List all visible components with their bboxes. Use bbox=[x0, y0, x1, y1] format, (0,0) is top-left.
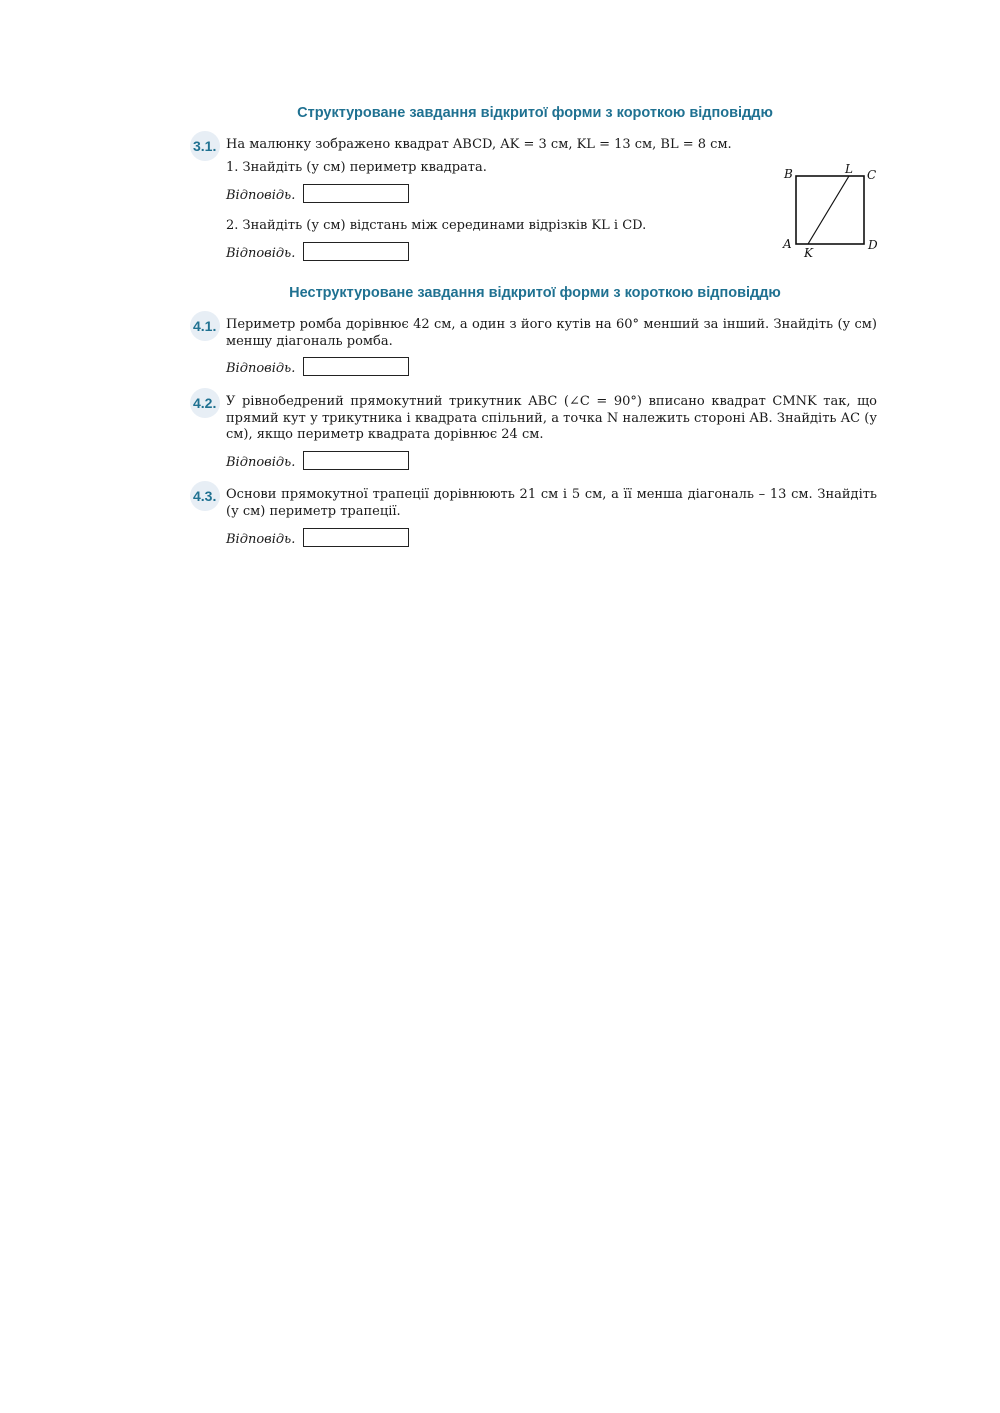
label-k: K bbox=[804, 246, 813, 260]
task-number-badge bbox=[190, 487, 220, 513]
label-l: L bbox=[845, 162, 853, 176]
question-1: 1. Знайдіть (у см) периметр квадрата. bbox=[226, 160, 487, 175]
label-b: B bbox=[784, 167, 793, 181]
answer-label: Відповідь. bbox=[226, 246, 296, 261]
answer-input-4-3[interactable] bbox=[303, 528, 409, 547]
task-4-2 bbox=[190, 394, 880, 474]
square-outline bbox=[796, 176, 864, 244]
label-c: C bbox=[867, 168, 877, 182]
task-number: 3.1. bbox=[193, 138, 217, 154]
task-4-3 bbox=[190, 487, 880, 551]
square-abcd-figure bbox=[780, 160, 880, 260]
task-text: У рівнобедрений прямокутний трикутник ABC (∠C = 90°) вписано квадрат CMNK так, що прямий кут у трикутника і квадрата спільний, а точка N належить стороні AB. Знайдіть AC (у см), якщо периметр квадрата дорівнює 24 см. bbox=[226, 394, 877, 442]
answer-input-4-2[interactable] bbox=[303, 451, 409, 470]
answer-label: Відповідь. bbox=[226, 188, 296, 203]
answer-input-4-1[interactable] bbox=[303, 357, 409, 376]
label-a: A bbox=[783, 237, 792, 251]
segment-kl bbox=[808, 176, 849, 244]
task-number-badge bbox=[190, 394, 220, 420]
task-4-1 bbox=[190, 317, 880, 379]
label-d: D bbox=[868, 238, 878, 252]
task-number: 4.1. bbox=[193, 318, 217, 334]
answer-label: Відповідь. bbox=[226, 361, 296, 376]
answer-label: Відповідь. bbox=[226, 532, 296, 547]
task-number-badge bbox=[190, 137, 220, 163]
section-title-unstructured: Неструктуроване завдання відкритої форми з короткою відповіддю bbox=[289, 285, 781, 301]
task-intro: На малюнку зображено квадрат ABCD, AK = 3 см, KL = 13 см, BL = 8 см. bbox=[226, 137, 732, 152]
task-3-1 bbox=[190, 137, 880, 267]
section-title-structured: Структуроване завдання відкритої форми з короткою відповіддю bbox=[297, 105, 773, 121]
answer-input-3-1-2[interactable] bbox=[303, 242, 409, 261]
answer-label: Відповідь. bbox=[226, 455, 296, 470]
question-2: 2. Знайдіть (у см) відстань між серединами відрізків KL і CD. bbox=[226, 218, 647, 233]
task-text: Периметр ромба дорівнює 42 см, а один з його кутів на 60° менший за інший. Знайдіть (у см) меншу діагональ ромба. bbox=[226, 317, 877, 349]
task-number: 4.2. bbox=[193, 395, 217, 411]
answer-input-3-1-1[interactable] bbox=[303, 184, 409, 203]
task-text: Основи прямокутної трапеції дорівнюють 21 см і 5 см, а її менша діагональ – 13 см. Знайдіть (у см) периметр трапеції. bbox=[226, 487, 877, 519]
task-number-badge bbox=[190, 317, 220, 343]
task-number: 4.3. bbox=[193, 488, 217, 504]
